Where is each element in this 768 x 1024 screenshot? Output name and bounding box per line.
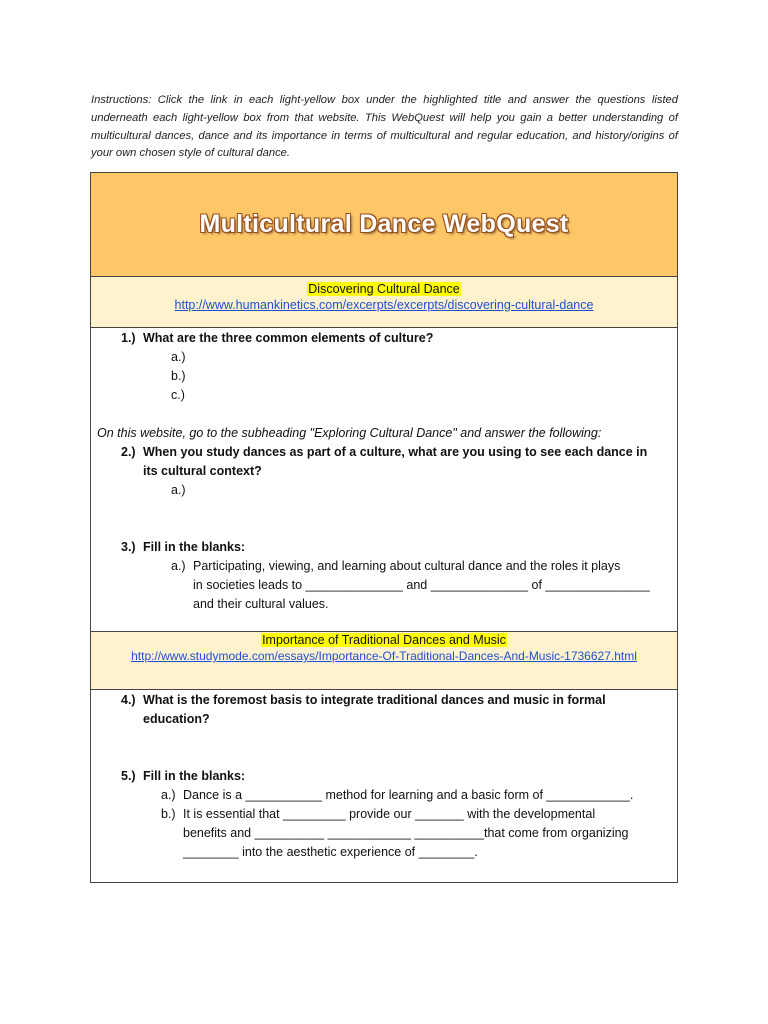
q5-b-line1: It is essential that _________ provide our _______ with the developmental — [183, 807, 596, 821]
section2-url-link[interactable]: http://www.studymode.com/essays/Importance-Of-Traditional-Dances-And-Music-1736627.html — [131, 649, 637, 663]
subheading-note: On this website, go to the subheading "Exploring Cultural Dance" and answer the following: — [97, 426, 602, 440]
q3-a-line1: Participating, viewing, and learning about cultural dance and the roles it plays — [193, 559, 621, 573]
q1-a: a.) — [171, 350, 186, 364]
q5-a-text: Dance is a ___________ method for learning and a basic form of ____________. — [183, 788, 634, 802]
instructions-text: Instructions: Click the link in each light-yellow box under the highlighted title and answer the questions listed underneath each light-yellow box from that website. This WebQuest will help you gain a better understanding of multicultural dances, dance and its importance in terms of multicultural and regular education, and history/origins of your own chosen style of cultural dance. — [91, 94, 678, 160]
q4: 4.) What is the foremost basis to integrate traditional dances and music in formal — [121, 693, 606, 707]
section2-heading: Importance of Traditional Dances and Music — [262, 633, 506, 647]
q5: 5.) Fill in the blanks: — [121, 769, 246, 783]
q5-b-line3: ________ into the aesthetic experience of ________. — [183, 845, 478, 859]
q3-a-label: a.) — [171, 559, 186, 573]
q2: 2.) When you study dances as part of a culture, what are you using to see each dance in — [121, 445, 648, 459]
q1-c: c.) — [171, 388, 185, 402]
webquest-table — [90, 172, 678, 883]
q4-line2: education? — [143, 712, 210, 726]
section1-link-box — [91, 277, 677, 328]
q1: 1.) What are the three common elements of culture? — [121, 331, 434, 345]
q1-b: b.) — [171, 369, 186, 383]
q2-line2: its cultural context? — [143, 464, 262, 478]
q3-a-line2: in societies leads to ______________ and ______________ of _______________ — [193, 578, 650, 592]
q5-b-line2: benefits and __________ ____________ __________that come from organizing — [183, 826, 629, 840]
q5-b-label: b.) — [161, 807, 176, 821]
q3: 3.) Fill in the blanks: — [121, 540, 246, 554]
section1-url-link[interactable]: http://www.humankinetics.com/excerpts/excerpts/discovering-cultural-dance — [174, 298, 594, 312]
title-banner — [91, 173, 677, 277]
q3-a-line3: and their cultural values. — [193, 597, 329, 611]
q5-a-label: a.) — [161, 788, 176, 802]
q2-a: a.) — [171, 483, 186, 497]
section1-heading: Discovering Cultural Dance — [308, 282, 460, 296]
section2-link-box — [91, 631, 677, 690]
page-title: Multicultural Dance WebQuest — [199, 210, 569, 238]
